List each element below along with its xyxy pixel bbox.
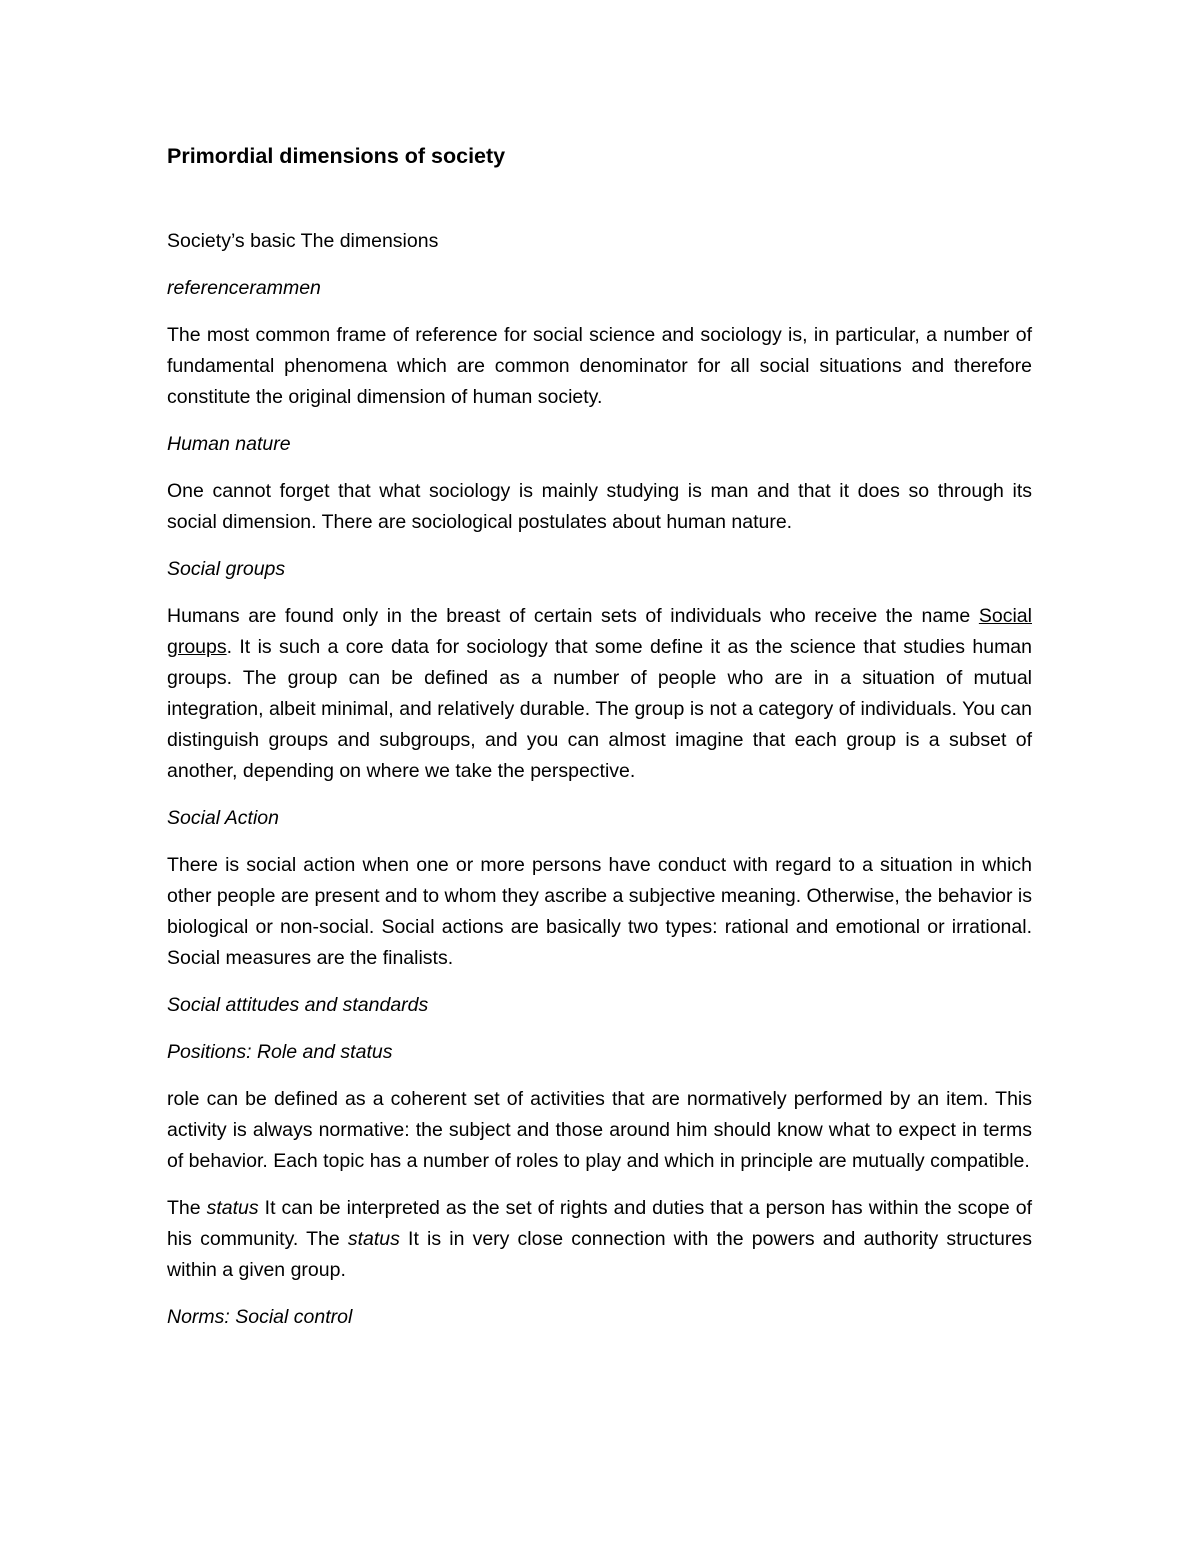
positions-heading: Positions: Role and status	[167, 1041, 393, 1063]
reference-heading: referencerammen	[167, 277, 321, 299]
human-nature-heading: Human nature	[167, 433, 291, 455]
reference-paragraph: The most common frame of reference for social science and sociology is, in particular, a number of fundamental phenomena which are common denominator for all social situations and therefore constitute the original dimension of human society.	[167, 324, 1032, 408]
status-paragraph	[167, 1193, 1032, 1286]
social-action-heading: Social Action	[167, 807, 280, 829]
document-title: Primordial dimensions of society	[167, 144, 506, 168]
social-action-paragraph: There is social action when one or more persons have conduct with regard to a situation in which other people are present and to whom they ascribe a subjective meaning. Otherwise, the behavior is biological or non-social. Social actions are basically two types: rational and emotional or irrational. Social measures are the finalists.	[167, 854, 1032, 969]
status-text-3: It is in very close connection with the powers and authority structures within a given group.	[167, 1228, 1032, 1281]
status-italic-2: status	[347, 1228, 400, 1250]
social-groups-link[interactable]: Social groups	[167, 605, 1032, 658]
human-nature-paragraph: One cannot forget that what sociology is mainly studying is man and that it does so through its social dimension. There are sociological postulates about human nature.	[167, 480, 1032, 533]
norms-heading: Norms: Social control	[167, 1306, 353, 1328]
social-groups-heading: Social groups	[167, 558, 286, 580]
social-groups-text-after: . It is such a core data for sociology that some define it as the science that studies human groups. The group can be defined as a number of people who are in a situation of mutual integration, albeit minimal, and relatively durable. The group is not a category of individuals. You can distinguish groups and subgroups, and you can almost imagine that each group is a subset of another, depending on where we take the perspective.	[167, 636, 1032, 782]
social-groups-text-before: Humans are found only in the breast of certain sets of individuals who receive the name	[167, 605, 979, 627]
status-text-2: It can be interpreted as the set of rights and duties that a person has within the scope of his community. The	[167, 1197, 1032, 1250]
status-text-1: The	[167, 1197, 207, 1219]
social-groups-paragraph	[167, 601, 1032, 787]
attitudes-heading: Social attitudes and standards	[167, 994, 429, 1016]
document-subtitle: Society’s basic The dimensions	[167, 230, 439, 252]
role-paragraph: role can be defined as a coherent set of activities that are normatively performed by an item. This activity is always normative: the subject and those around him should know what to expect in terms of behavior. Each topic has a number of roles to play and which in principle are mutually compatible.	[167, 1088, 1032, 1172]
status-italic-1: status	[206, 1197, 259, 1219]
